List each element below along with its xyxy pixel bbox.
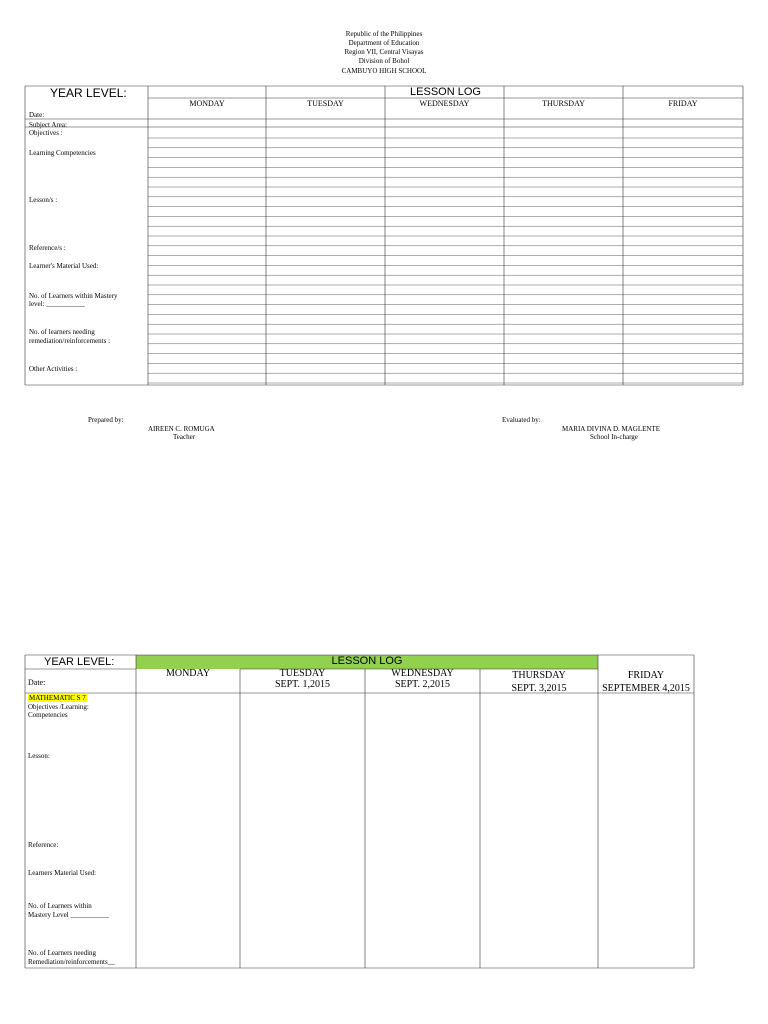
log2-date-wednesday: SEPT. 2,2015: [394, 679, 451, 690]
log1-references-label: Reference/s :: [29, 244, 66, 252]
log2-competencies-label: Competencies: [28, 711, 68, 719]
log1-materials-label: Learner's Material Used:: [29, 262, 99, 270]
header-division: Division of Bohol: [358, 57, 410, 65]
header-school: CAMBUYO HIGH SCHOOL: [341, 67, 427, 75]
log1-lessons-label: Lesson/s :: [29, 196, 58, 204]
log1-day-friday: FRIDAY: [668, 99, 698, 108]
log1-remediation-line: remediation/reinforcements :: [29, 337, 111, 345]
header-region: Region VII, Central Visayas: [344, 48, 424, 56]
log1-subject-label: Subject Area:: [29, 121, 67, 129]
evaluated-by-title: School In-charge: [590, 433, 638, 441]
log2-remediation-line: Remediation/reinforcements__: [28, 958, 115, 966]
log1-objectives-label: Objectives :: [29, 129, 63, 137]
log2-day-monday: MONDAY: [165, 668, 211, 679]
log2-objectives-label: Objectives /Learning:: [28, 703, 89, 711]
log2-date-thursday: SEPT. 3,2015: [511, 683, 567, 694]
log2-date-tuesday: SEPT. 1,2015: [274, 679, 331, 690]
log1-date-label: Date:: [29, 111, 45, 119]
log2-day-friday: FRIDAY: [627, 670, 665, 681]
log2-date-friday: SEPTEMBER 4,2015: [602, 683, 690, 694]
prepared-by-name: AIREEN C. ROMUGA: [148, 425, 215, 433]
log2-lesson-label: Lesson:: [28, 752, 50, 760]
log2-materials-label: Learners Material Used:: [28, 869, 97, 877]
log1-other-label: Other Activities :: [29, 365, 78, 373]
header-department: Department of Education: [348, 39, 420, 47]
evaluated-by-name: MARIA DIVINA D. MAGLENTE: [562, 425, 660, 433]
header-republic: Republic of the Philippines: [345, 30, 423, 38]
log2-mastery-line: Mastery Level ___________: [28, 911, 109, 919]
log1-day-wednesday: WEDNESDAY: [419, 99, 470, 108]
prepared-by-label: Prepared by:: [88, 416, 124, 424]
prepared-by-title: Teacher: [173, 433, 196, 441]
log2-day-wednesday: WEDNESDAY: [391, 668, 454, 679]
log1-day-monday: MONDAY: [189, 99, 225, 108]
evaluated-by-label: Evaluated by:: [502, 416, 541, 424]
log1-day-tuesday: TUESDAY: [307, 99, 344, 108]
log2-day-thursday: THURSDAY: [512, 670, 566, 681]
log2-date-label: Date:: [28, 678, 46, 687]
log2-reference-label: Reference:: [28, 841, 59, 849]
log2-remediation-label: No. of Learners needing: [28, 949, 97, 957]
log2-day-tuesday: TUESDAY: [279, 668, 326, 679]
log1-competencies-label: Learning Competencies: [29, 149, 96, 157]
log1-day-thursday: THURSDAY: [542, 99, 585, 108]
log1-mastery-line: level: ___________: [29, 300, 85, 308]
log2-year-level: YEAR LEVEL:: [44, 656, 115, 668]
log1-mastery-label: No. of Learners within Mastery: [29, 292, 118, 300]
log2-subject-highlight: MATHEMATIC S 7: [29, 694, 86, 702]
log2-mastery-label: No. of Learners within: [28, 902, 92, 910]
log1-remediation-label: No. of learners needing: [29, 328, 95, 336]
log2-title: LESSON LOG: [331, 655, 403, 667]
log1-title: LESSON LOG: [410, 86, 481, 98]
log1-year-level: YEAR LEVEL:: [50, 86, 127, 100]
